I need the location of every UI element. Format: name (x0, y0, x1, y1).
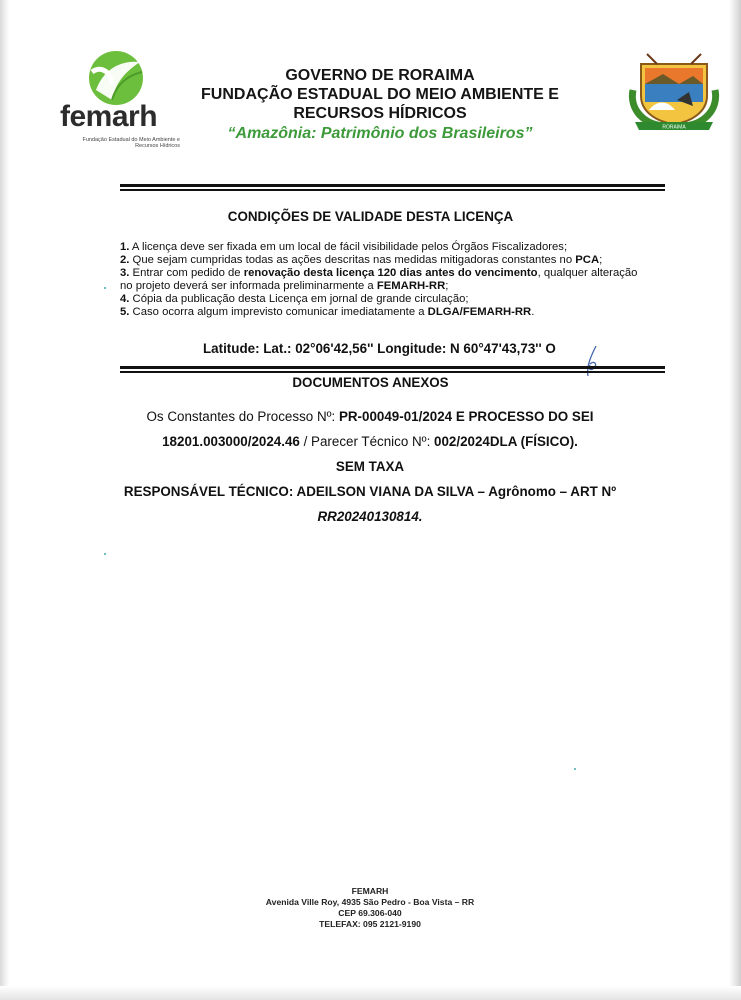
document-footer (200, 886, 540, 930)
page-edge-left (0, 0, 10, 1000)
header-line-3: RECURSOS HÍDRICOS (293, 105, 467, 122)
header-line-2: FUNDAÇÃO ESTADUAL DO MEIO AMBIENTE E (201, 86, 559, 103)
logo-tagline: Fundação Estadual do Meio Ambiente e Recursos Hídricos (82, 137, 180, 149)
document-header (185, 66, 575, 145)
top-rule-thick (120, 184, 665, 187)
logo-text: femarh (60, 100, 158, 133)
footer-cep: CEP 69.306-040 (338, 908, 402, 918)
footer-phone: TELEFAX: 095 2121-9190 (319, 919, 421, 929)
scan-speck (104, 553, 106, 555)
middle-rule-thick (120, 366, 665, 369)
header-motto: “Amazônia: Patrimônio dos Brasileiros” (227, 125, 533, 142)
annexes-art-number: RR20240130814. (317, 509, 423, 524)
coat-of-arms-icon (627, 50, 721, 134)
condition-item-3-cont: no projeto deverá ser informada preliminarmente a FEMARH-RR; (120, 280, 449, 292)
annexes-process-line: Os Constantes do Processo Nº: PR-00049-01/2024 E PROCESSO DO SEI (146, 409, 594, 424)
annexes-fee: SEM TAXA (335, 459, 405, 474)
footer-org: FEMARH (351, 886, 389, 896)
annexes-title: DOCUMENTOS ANEXOS (292, 375, 449, 390)
top-rule-thin (120, 189, 665, 191)
condition-item-2: 2. Que sejam cumpridas todas as ações descritas nas medidas mitigadoras constantes no PCA; (120, 254, 603, 266)
scan-speck (574, 768, 576, 770)
scan-speck (104, 287, 106, 289)
annexes-responsible: RESPONSÁVEL TÉCNICO: ADEILSON VIANA DA SILVA – Agrônomo – ART Nº (123, 484, 617, 499)
footer-address: Avenida Ville Roy, 4935 São Pedro - Boa Vista – RR (265, 897, 475, 907)
header-line-1: GOVERNO DE RORAIMA (285, 67, 475, 84)
condition-item-1: 1. A licença deve ser fixada em um local de fácil visibilidade pelos Órgãos Fiscalizadores; (120, 241, 568, 253)
roraima-coat-of-arms (627, 50, 721, 139)
annexes-sei-line: 18201.003000/2024.46 / Parecer Técnico Nº: 002/2024DLA (FÍSICO). (162, 434, 578, 449)
crest-banner-text: RORAIMA (662, 124, 686, 131)
conditions-list (120, 241, 680, 319)
coordinates-line: Latitude: Lat.: 02°06'42,56'' Longitude: N 60°47'43,73'' O (203, 341, 556, 356)
femarh-logo (60, 50, 180, 150)
condition-item-3: 3. Entrar com pedido de renovação desta licença 120 dias antes do vencimento, qualquer alteração (120, 267, 638, 279)
conditions-title: CONDIÇÕES DE VALIDADE DESTA LICENÇA (227, 209, 514, 224)
leaf-icon (82, 50, 148, 106)
condition-item-4: 4. Cópia da publicação desta Licença em jornal de grande circulação; (120, 293, 469, 305)
middle-rule-thin (120, 371, 665, 373)
condition-item-5: 5. Caso ocorra algum imprevisto comunicar imediatamente a DLGA/FEMARH-RR. (120, 306, 535, 318)
page-edge-right (729, 0, 741, 1000)
annexes-body (120, 404, 620, 529)
page-edge-bottom (0, 986, 741, 1000)
